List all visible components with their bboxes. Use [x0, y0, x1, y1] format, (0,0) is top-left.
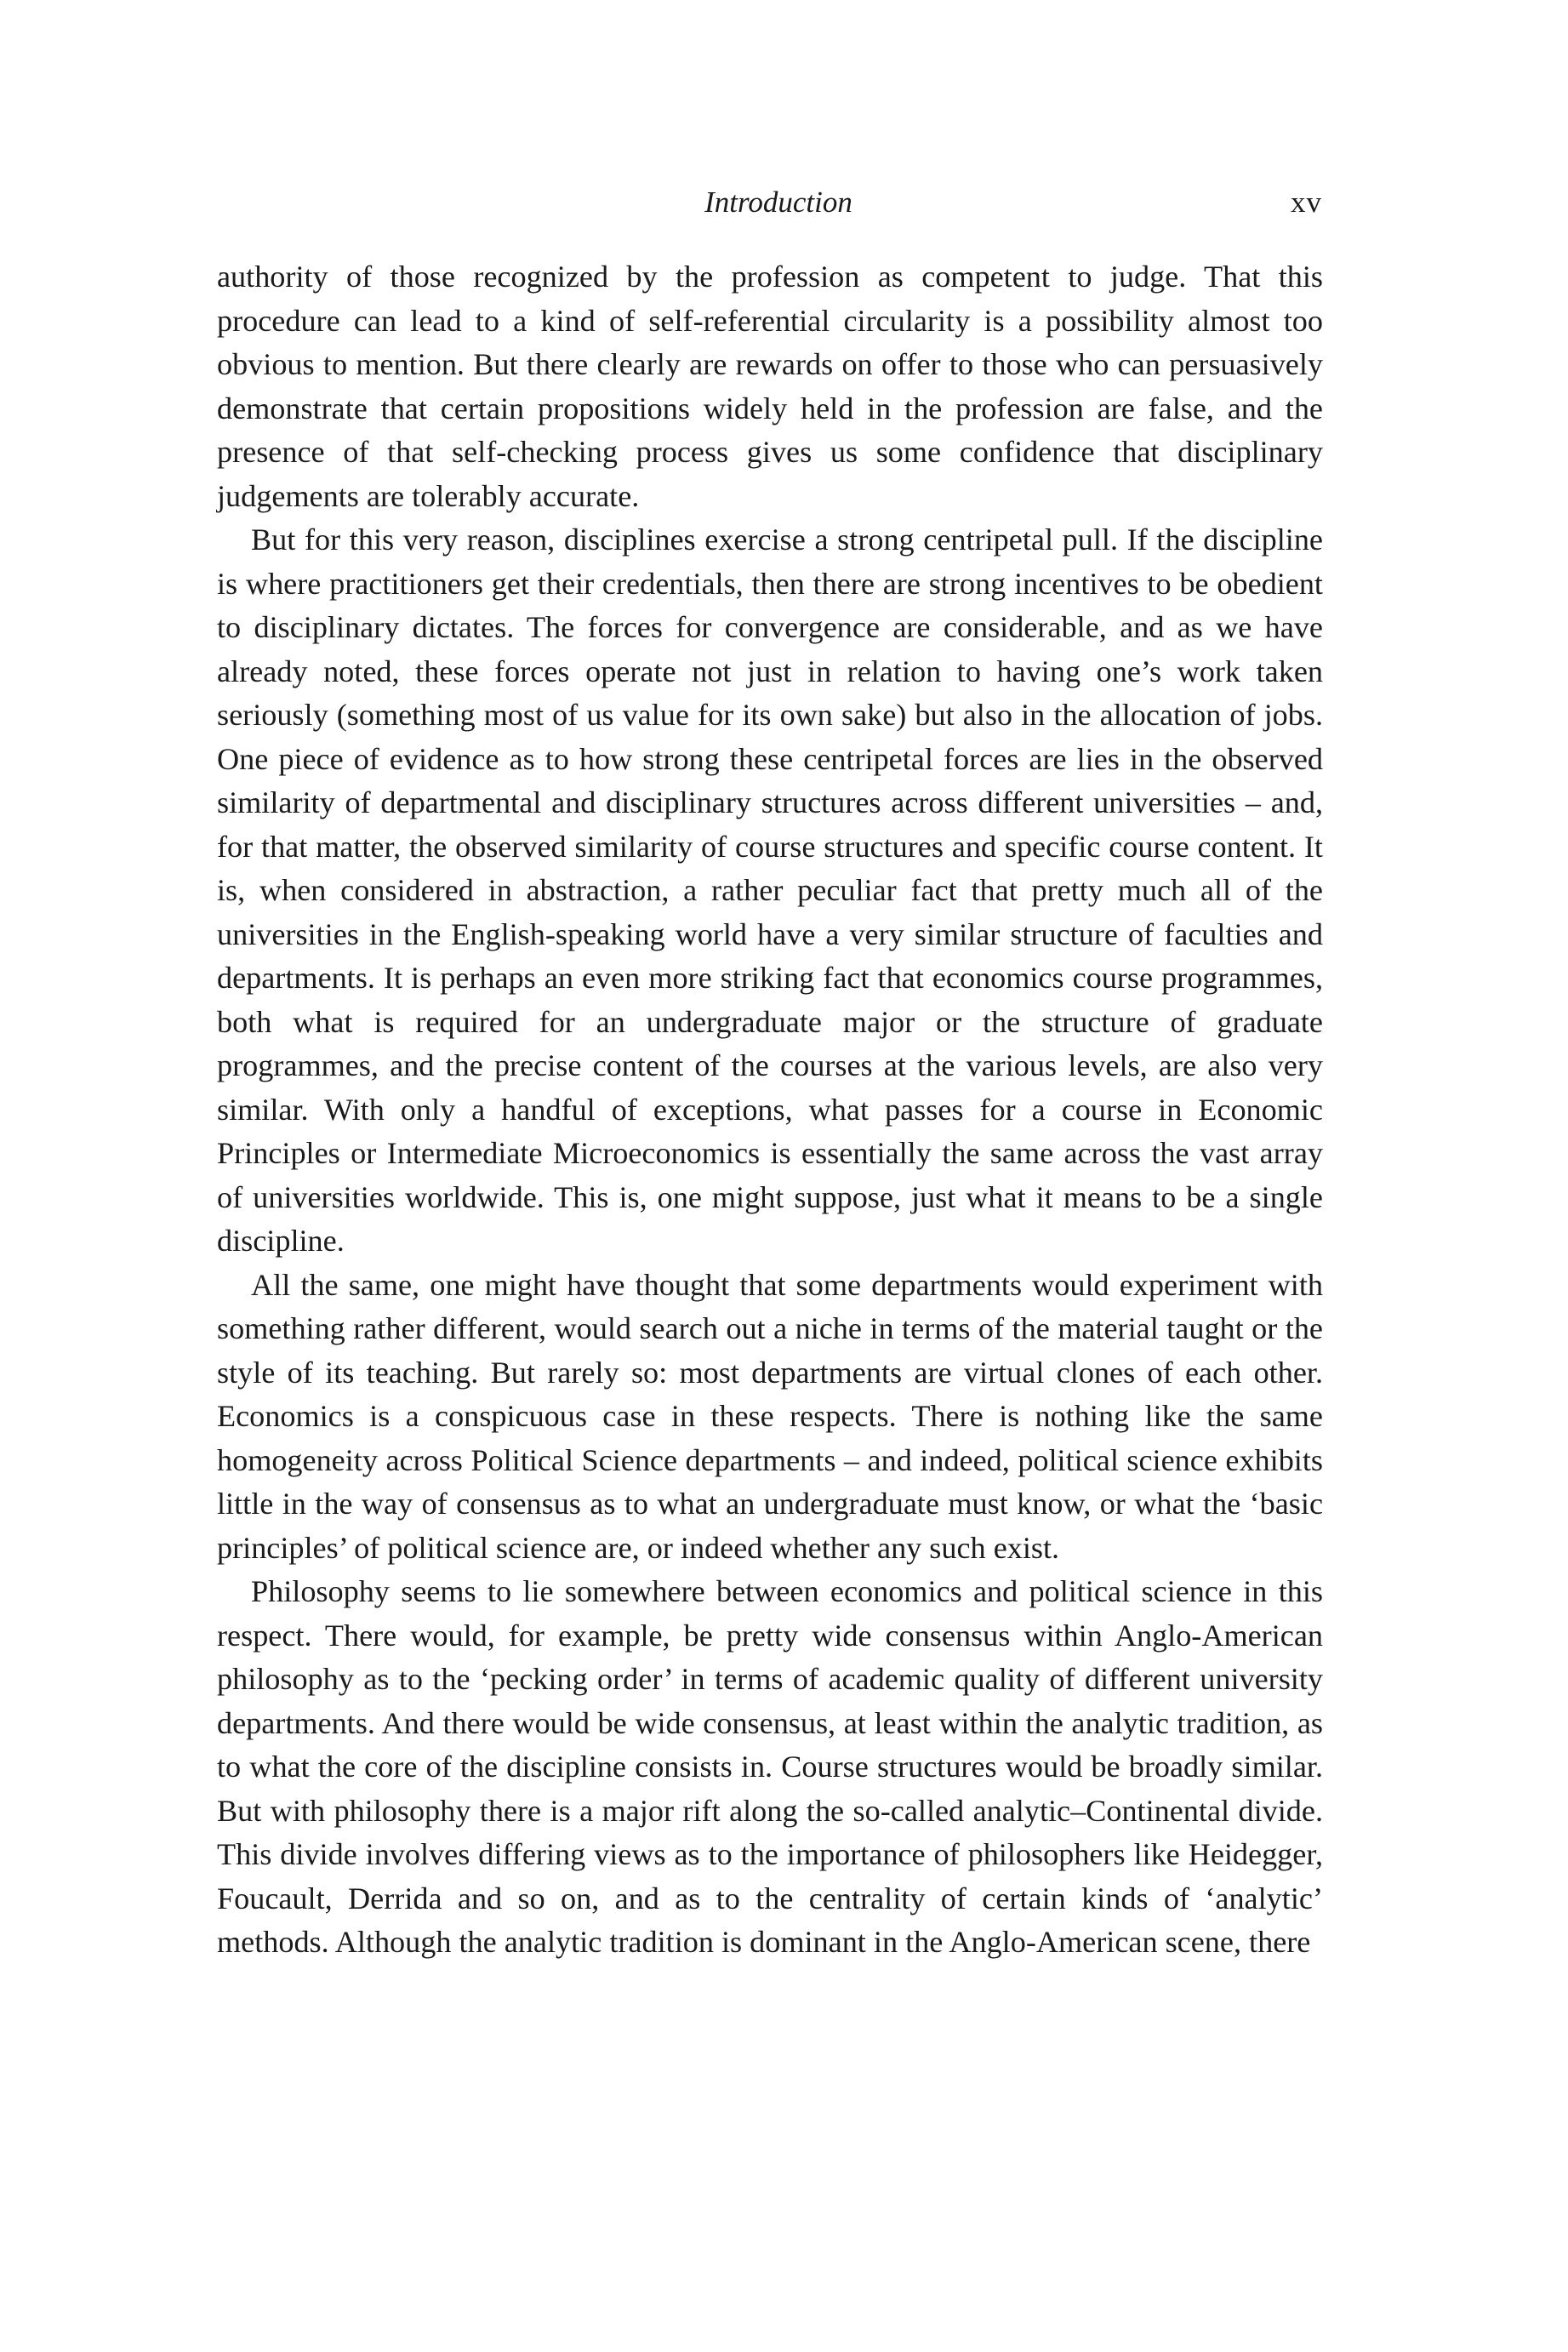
body-text [217, 255, 1323, 1965]
running-title: Introduction [704, 186, 852, 219]
paragraph: Philosophy seems to lie somewhere between economics and political science in this respect. There would, for example, be pretty wide consensus within Anglo-American philosophy as to the ‘pecking order’ in terms of academic quality of different university departments. And there would be wide consensus, at least within the analytic tradition, as to what the core of the discipline consists in. Course structures would be broadly similar. But with philosophy there is a major rift along the so-called analytic–Continental divide. This divide involves differing views as to the importance of philosophers like Heidegger, Foucault, Derrida and so on, and as to the centrality of certain kinds of ‘analytic’ methods. Although the analytic tradition is dominant in the Anglo-American scene, there [217, 1574, 1323, 1959]
paragraph-continuation: authority of those recognized by the profession as competent to judge. That this procedure can lead to a kind of self-referential circularity is a possibility almost too obvious to mention. But there clearly are rewards on offer to those who can persuasively demonstrate that certain propositions widely held in the profession are false, and the presence of that self-checking process gives us some confidence that disciplinary judgements are tolerably accurate. [217, 260, 1323, 513]
running-head [221, 177, 1336, 228]
page-number: xv [1291, 186, 1322, 219]
paragraph: All the same, one might have thought that some departments would experiment with something rather different, would search out a niche in terms of the material taught or the style of its teaching. But rarely so: most departments are virtual clones of each other. Economics is a conspicuous case in these respects. There is nothing like the same homogeneity across Political Science departments – and indeed, political science exhibits little in the way of consensus as to what an undergraduate must know, or what the ‘basic principles’ of political science are, or indeed whether any such exist. [217, 1267, 1323, 1565]
paragraph: But for this very reason, disciplines exercise a strong centripetal pull. If the discipline is where practitioners get their credentials, then there are strong incentives to be obedient to disciplinary dictates. The forces for convergence are considerable, and as we have already noted, these forces operate not just in relation to having one’s work taken seriously (something most of us value for its own sake) but also in the allocation of jobs. One piece of evidence as to how strong these centripetal forces are lies in the observed similarity of departmental and disciplinary structures across different universities – and, for that matter, the observed similarity of course structures and specific course content. It is, when considered in abstraction, a rather peculiar fact that pretty much all of the universities in the English-speaking world have a very similar structure of faculties and departments. It is perhaps an even more striking fact that economics course programmes, both what is required for an undergraduate major or the structure of graduate programmes, and the precise content of the courses at the various levels, are also very similar. With only a handful of exceptions, what passes for a course in Economic Principles or Intermediate Microeconomics is essentially the same across the vast array of universities worldwide. This is, one might suppose, just what it means to be a single discipline. [217, 522, 1323, 1258]
